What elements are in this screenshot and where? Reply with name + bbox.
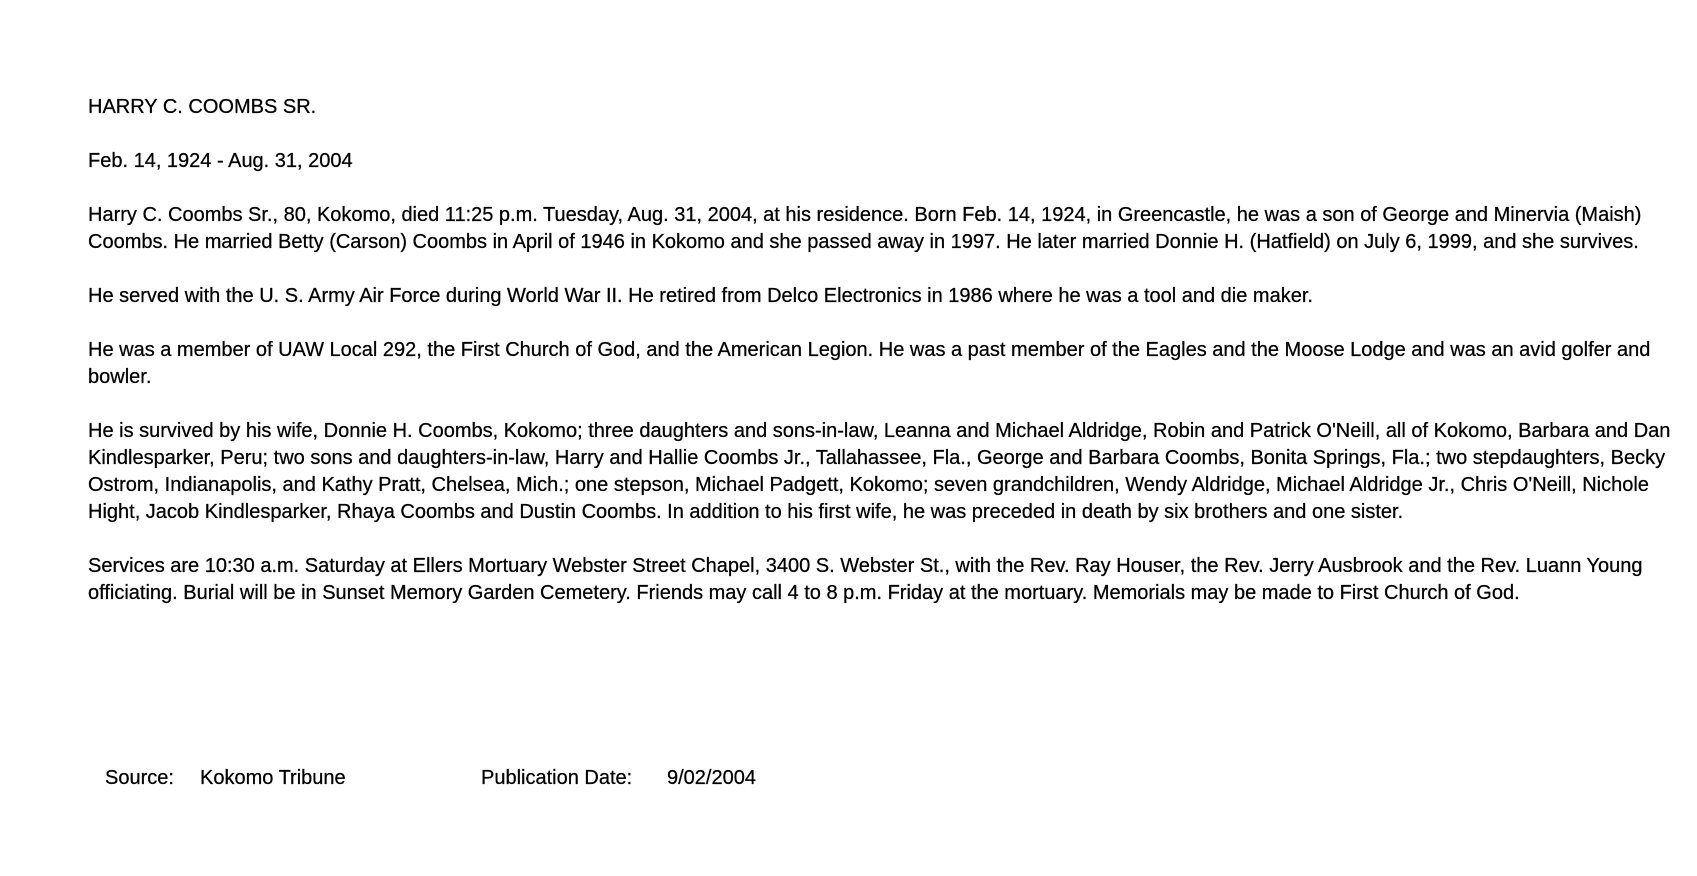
obituary-paragraph-death: Harry C. Coombs Sr., 80, Kokomo, died 11:25 p.m. Tuesday, Aug. 31, 2004, at his residence. Born Feb. 14, 1924, in Greencastle, he was a son of George and Minervia (Maish) Coombs. He married Betty (Carson) Coombs in April of 1946 in Kokomo and she passed away in 1997. He later married Donnie H. (Hatfield) on July 6, 1999, and she survives. bbox=[88, 204, 1642, 253]
publication-date-label: Publication Date: bbox=[481, 767, 633, 789]
obituary-dates: Feb. 14, 1924 - Aug. 31, 2004 bbox=[88, 150, 353, 172]
obituary-paragraph-service: He served with the U. S. Army Air Force during World War II. He retired from Delco Electronics in 1986 where he was a tool and die maker. bbox=[88, 285, 1313, 307]
obituary-paragraph-memberships: He was a member of UAW Local 292, the First Church of God, and the American Legion. He was a past member of the Eagles and the Moose Lodge and was an avid golfer and bowler. bbox=[88, 339, 1651, 388]
obituary-paragraph-survivors: He is survived by his wife, Donnie H. Coombs, Kokomo; three daughters and sons-in-law, Leanna and Michael Aldridge, Robin and Patrick O'Neill, all of Kokomo, Barbara and Dan Kindlesparker, Peru; two sons and daughters-in-law, Harry and Hallie Coombs Jr., Tallahassee, Fla., George and Barbara Coombs, Bonita Springs, Fla.; two stepdaughters, Becky Ostrom, Indianapolis, and Kathy Pratt, Chelsea, Mich.; one stepson, Michael Padgett, Kokomo; seven grandchildren, Wendy Aldridge, Michael Aldridge Jr., Chris O'Neill, Nichole Hight, Jacob Kindlesparker, Rhaya Coombs and Dustin Coombs. In addition to his first wife, he was preceded in death by six brothers and one sister. bbox=[88, 420, 1671, 523]
source-value: Kokomo Tribune bbox=[200, 767, 346, 789]
obituary-name: HARRY C. COOMBS SR. bbox=[88, 96, 317, 118]
obituary-body bbox=[88, 94, 1678, 634]
obituary-paragraph-services: Services are 10:30 a.m. Saturday at Ellers Mortuary Webster Street Chapel, 3400 S. Webster St., with the Rev. Ray Houser, the Rev. Jerry Ausbrook and the Rev. Luann Young officiating. Burial will be in Sunset Memory Garden Cemetery. Friends may call 4 to 8 p.m. Friday at the mortuary. Memorials may be made to First Church of God. bbox=[88, 555, 1643, 604]
publication-date-value: 9/02/2004 bbox=[667, 767, 756, 789]
source-label: Source: bbox=[105, 767, 174, 789]
